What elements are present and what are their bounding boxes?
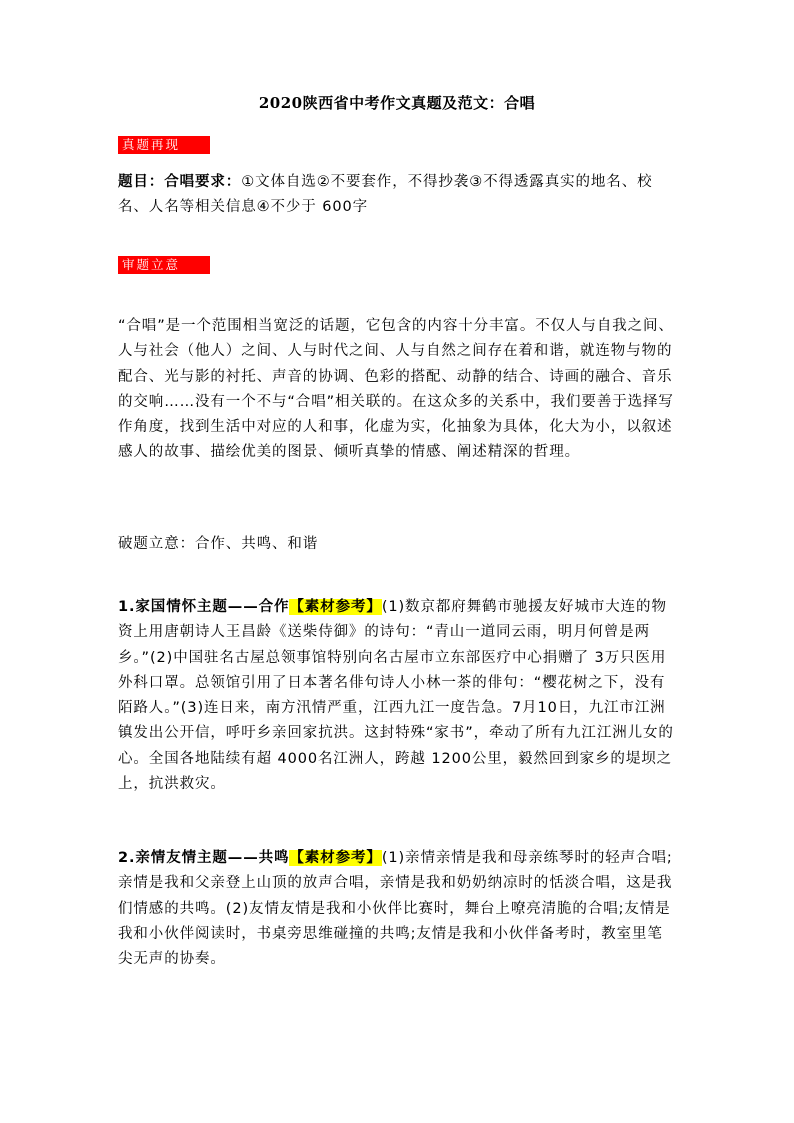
analysis-paragraph: “合唱”是一个范围相当宽泛的话题，它包含的内容十分丰富。不仅人与自我之间、人与社会（他人）之间、人与时代之间、人与自然之间存在着和谐，就连物与物的配合、光与影的衬托、声音的协调、色彩的搭配、动静的结合、诗画的融合、音乐的交响……没有一个不与“合唱”相关联的。在这众多的关系中，我们要善于选择写作角度，找到生活中对应的人和事，化虚为实，化抽象为具体，化大为小，以叙述感人的故事、描绘优美的图景、倾听真挚的情感、阐述精深的哲理。 — [118, 318, 674, 461]
question-label: 题目：合唱要求： — [118, 174, 242, 190]
question-text: ①文体自选②不要套作，不得抄袭③不得透露真实的地名、校名、人名等相关信息④不少于 600字 — [118, 174, 653, 216]
theme-item-2 — [118, 846, 674, 972]
section-tag-analysis: 审题立意 — [118, 256, 210, 274]
themes-line: 破题立意：合作、共鸣、和谐 — [118, 536, 319, 552]
theme-item-2-heading: 2.亲情友情主题——共鸣 — [118, 850, 290, 866]
theme-item-2-ref-tag: 【素材参考】 — [289, 850, 382, 866]
theme-item-2-text: (1)亲情亲情是我和母亲练琴时的轻声合唱;亲情是我和父亲登上山顶的放声合唱，亲情是我和奶奶纳凉时的恬淡合唱，这是我们情感的共鸣。(2)友情友情是我和小伙伴比赛时，舞台上嘹亮清脆的合唱;友情是我和小伙伴阅读时，书桌旁思维碰撞的共鸣;友情是我和小伙伴备考时，教室里笔尖无声的协奏。 — [118, 850, 673, 968]
theme-item-1-text: (1)数京都府舞鹤市驰援友好城市大连的物资上用唐朝诗人王昌龄《送柴侍御》的诗句：“青山一道同云雨，明月何曾是两乡。”(2)中国驻名古屋总领事馆特别向名古屋市立东部医疗中心捐赠了 3万只医用外科口罩。总领馆引用了日本著名俳句诗人小林一茶的俳句：“樱花树之下，没有陌路人。”(3)连日来，南方汛情严重，江西九江一度告急。7月10日，九江市江洲镇发出公开信，呼吁乡亲回家抗洪。这封特殊“家书”，牵动了所有九江江洲儿女的心。全国各地陆续有超 4000名江洲人，跨越 1200公里，毅然回到家乡的堤坝之上，抗洪救灾。 — [118, 599, 674, 793]
question-paragraph — [118, 170, 674, 221]
section-tag-question: 真题再现 — [118, 136, 210, 154]
theme-item-1-ref-tag: 【素材参考】 — [289, 599, 382, 615]
theme-item-1 — [118, 595, 674, 797]
page-title: 2020陕西省中考作文真题及范文：合唱 — [258, 94, 536, 112]
theme-item-1-heading: 1.家国情怀主题——合作 — [118, 599, 290, 615]
